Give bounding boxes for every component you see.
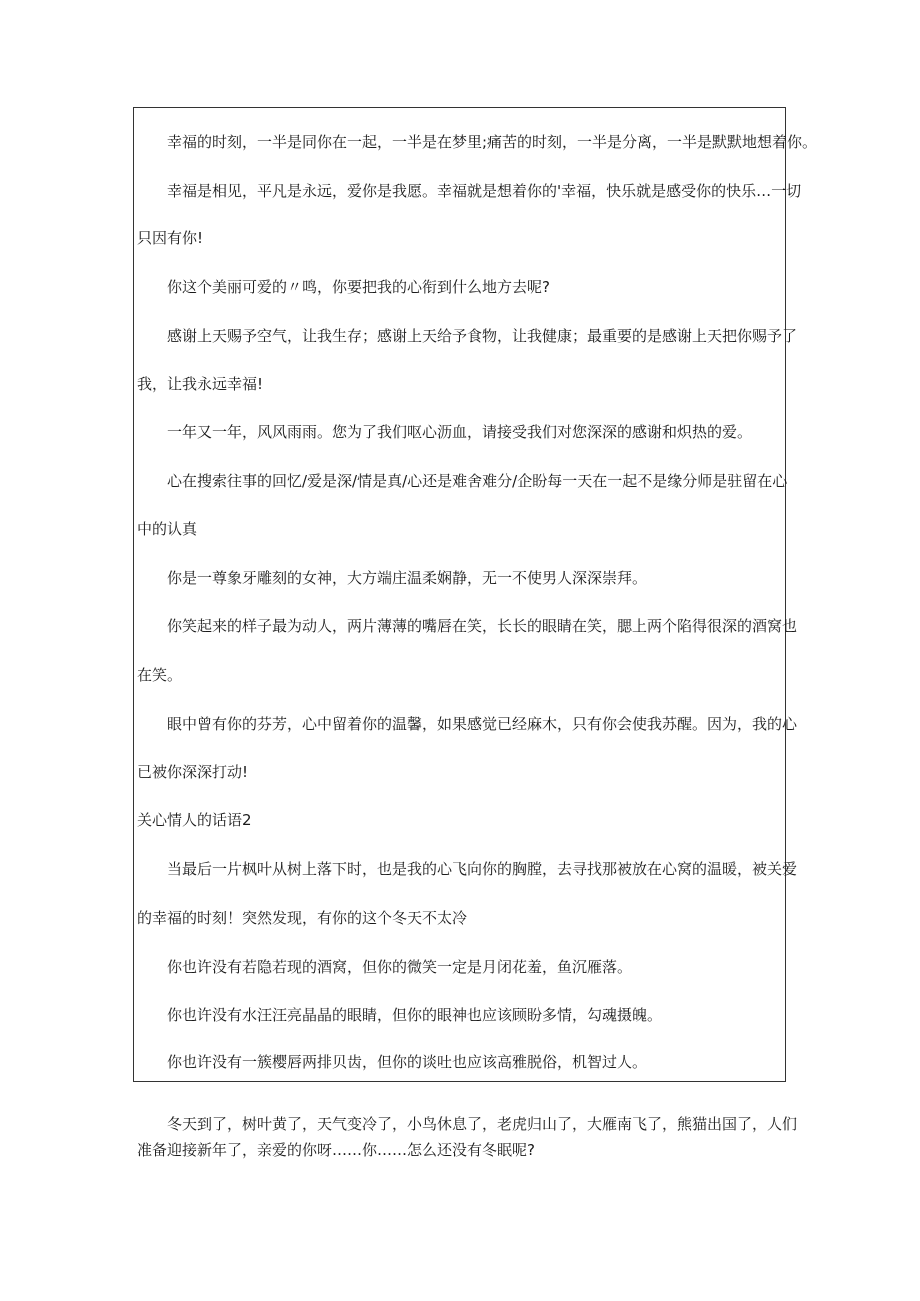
paragraph-line: 幸福的时刻，一半是同你在一起，一半是在梦里;痛苦的时刻，一半是分离，一半是默默地想着你。 [167,133,818,151]
section-heading: 关心情人的话语2 [137,811,252,829]
paragraph-line: 眼中曾有你的芬芳，心中留着你的温馨，如果感觉已经麻木，只有你会使我苏醒。因为，我的心 [167,715,798,733]
paragraph-line: 你笑起来的样子最为动人，两片薄薄的嘴唇在笑，长长的眼睛在笑，腮上两个陷得很深的酒窝也 [167,617,798,635]
paragraph-line: 感谢上天赐予空气，让我生存；感谢上天给予食物，让我健康；最重要的是感谢上天把你赐予了 [167,327,798,345]
paragraph-line: 幸福是相见，平凡是永远，爱你是我愿。幸福就是想着你的'幸福，快乐就是感受你的快乐…一切 [167,182,802,200]
paragraph-line: 你也许没有水汪汪亮晶晶的眼睛，但你的眼神也应该顾盼多情，勾魂摄魄。 [167,1006,663,1024]
paragraph-line: 已被你深深打动! [137,763,249,781]
paragraph-line: 我，让我永远幸福! [137,375,264,393]
paragraph-line: 心在搜索往事的回忆/爱是深/情是真/心还是难舍难分/企盼每一天在一起不是缘分师是驻留在心 [167,472,788,490]
paragraph-line: 你也许没有若隐若现的酒窝，但你的微笑一定是月闭花羞，鱼沉雁落。 [167,958,633,976]
paragraph-line: 准备迎接新年了，亲爱的你呀……你……怎么还没有冬眠呢? [137,1141,535,1159]
paragraph-line: 你也许没有一簇樱唇两排贝齿，但你的谈吐也应该高雅脱俗，机智过人。 [167,1053,648,1071]
paragraph-line: 在笑。 [137,666,183,684]
paragraph-line: 当最后一片枫叶从树上落下时，也是我的心飞向你的胸膛，去寻找那被放在心窝的温暖，被关爱 [167,860,798,878]
paragraph-line: 你这个美丽可爱的〃鸣，你要把我的心衔到什么地方去呢? [167,278,550,296]
paragraph-line: 只因有你! [137,229,204,247]
paragraph-line: 冬天到了，树叶黄了，天气变冷了，小鸟休息了，老虎归山了，大雁南飞了，熊猫出国了，人们 [167,1115,798,1133]
paragraph-line: 你是一尊象牙雕刻的女神，大方端庄温柔娴静，无一不使男人深深崇拜。 [167,569,648,587]
content-table-box [133,107,818,1082]
paragraph-line: 一年又一年，风风雨雨。您为了我们呕心沥血，请接受我们对您深深的感谢和炽热的爱。 [167,423,753,441]
paragraph-line: 中的认真 [137,520,198,538]
paragraph-line: 的幸福的时刻！突然发现，有你的这个冬天不太冷 [137,909,468,927]
